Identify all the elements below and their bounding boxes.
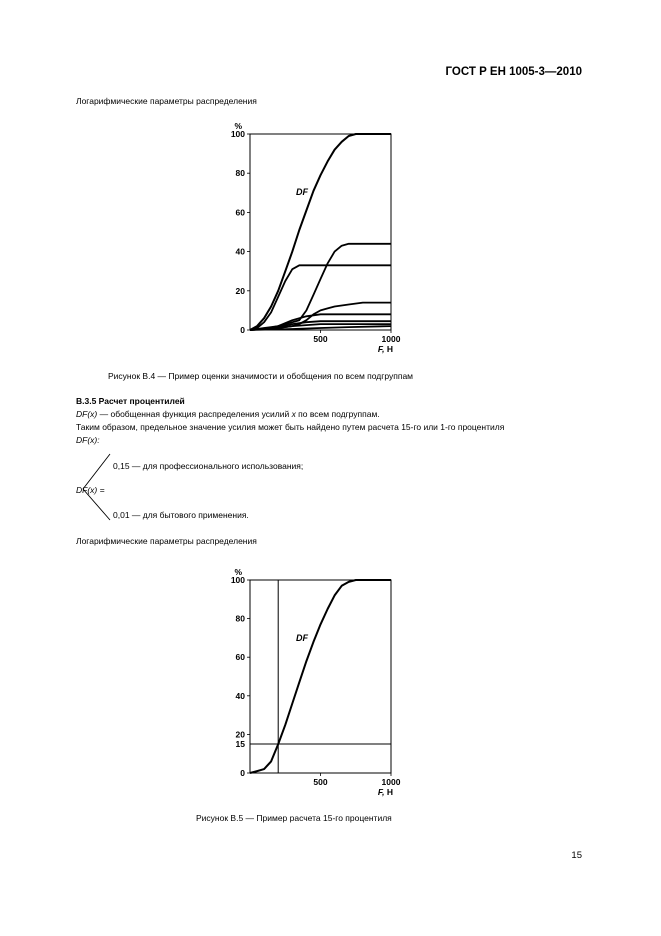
page-number: 15: [571, 850, 582, 861]
formula-case-household: 0,01 — для бытового применения.: [113, 510, 249, 520]
figure-b4-label: Логарифмические параметры распределения: [76, 96, 257, 106]
x-tick-label: 500: [313, 334, 328, 344]
document-code: ГОСТ Р ЕН 1005-3—2010: [445, 66, 582, 78]
y-tick-label: 100: [230, 129, 245, 139]
x-tick-label: 1000: [381, 334, 401, 344]
y-tick-label: 0: [240, 768, 245, 778]
figure-b5-label: Логарифмические параметры распределения: [76, 536, 257, 546]
y-tick-label: 80: [235, 613, 245, 624]
formula-lhs: DF(x) =: [76, 485, 105, 495]
definition-tail: по всем подгруппам.: [295, 409, 380, 419]
figure-b4-caption: Рисунок В.4 — Пример оценки значимости и обобщения по всем подгруппам: [108, 371, 414, 381]
x-axis-label-unit: Н: [384, 787, 393, 797]
y-tick-label: 40: [235, 690, 245, 701]
y-tick-label: 80: [235, 168, 245, 179]
y-axis-label: %: [234, 567, 242, 577]
curve-label-df: DF: [296, 633, 308, 643]
y-tick-label: 60: [235, 207, 245, 218]
figure-b4-chart: [226, 114, 416, 360]
y-axis-label: %: [234, 121, 242, 131]
y-tick-label: 20: [235, 285, 245, 296]
definition-function: DF(x): [76, 409, 98, 419]
x-axis-label-var: F,: [377, 344, 385, 354]
y-tick-label: 0: [240, 325, 245, 335]
x-axis-label-var: F,: [377, 787, 385, 797]
curve-label-df: DF: [296, 187, 308, 197]
x-axis-label: [378, 787, 393, 797]
x-tick-label: 500: [313, 777, 328, 787]
series-group-a-line: [250, 244, 391, 330]
x-axis-label: [378, 344, 393, 354]
formula-case-professional: 0,15 — для профессионального использования;: [113, 461, 304, 471]
percentile-tick-label: 15: [235, 739, 245, 750]
y-tick-label: 20: [235, 729, 245, 740]
section-heading: В.3.5 Расчет процентилей: [76, 396, 185, 406]
figure-b5-chart: [226, 560, 416, 802]
series-group-b-line: [250, 265, 391, 330]
definition-text: — обобщенная функция распределения усилий: [97, 409, 292, 419]
y-tick-label: 100: [230, 575, 245, 585]
series-DF-line: [250, 134, 391, 330]
definition-line: [76, 409, 380, 421]
definition-variable: x: [291, 409, 296, 419]
paragraph-function: DF(x):: [76, 435, 100, 445]
formula-brace: [80, 450, 112, 524]
y-tick-label: 60: [235, 652, 245, 663]
paragraph: Таким образом, предельное значение усилия может быть найдено путем расчета 15-го или 1-го процентиля: [76, 422, 505, 432]
x-tick-label: 1000: [381, 777, 401, 787]
x-axis-label-unit: Н: [384, 344, 393, 354]
y-tick-label: 40: [235, 246, 245, 257]
plot-frame: [250, 134, 391, 330]
figure-b5-caption: Рисунок В.5 — Пример расчета 15-го процентиля: [196, 813, 392, 823]
